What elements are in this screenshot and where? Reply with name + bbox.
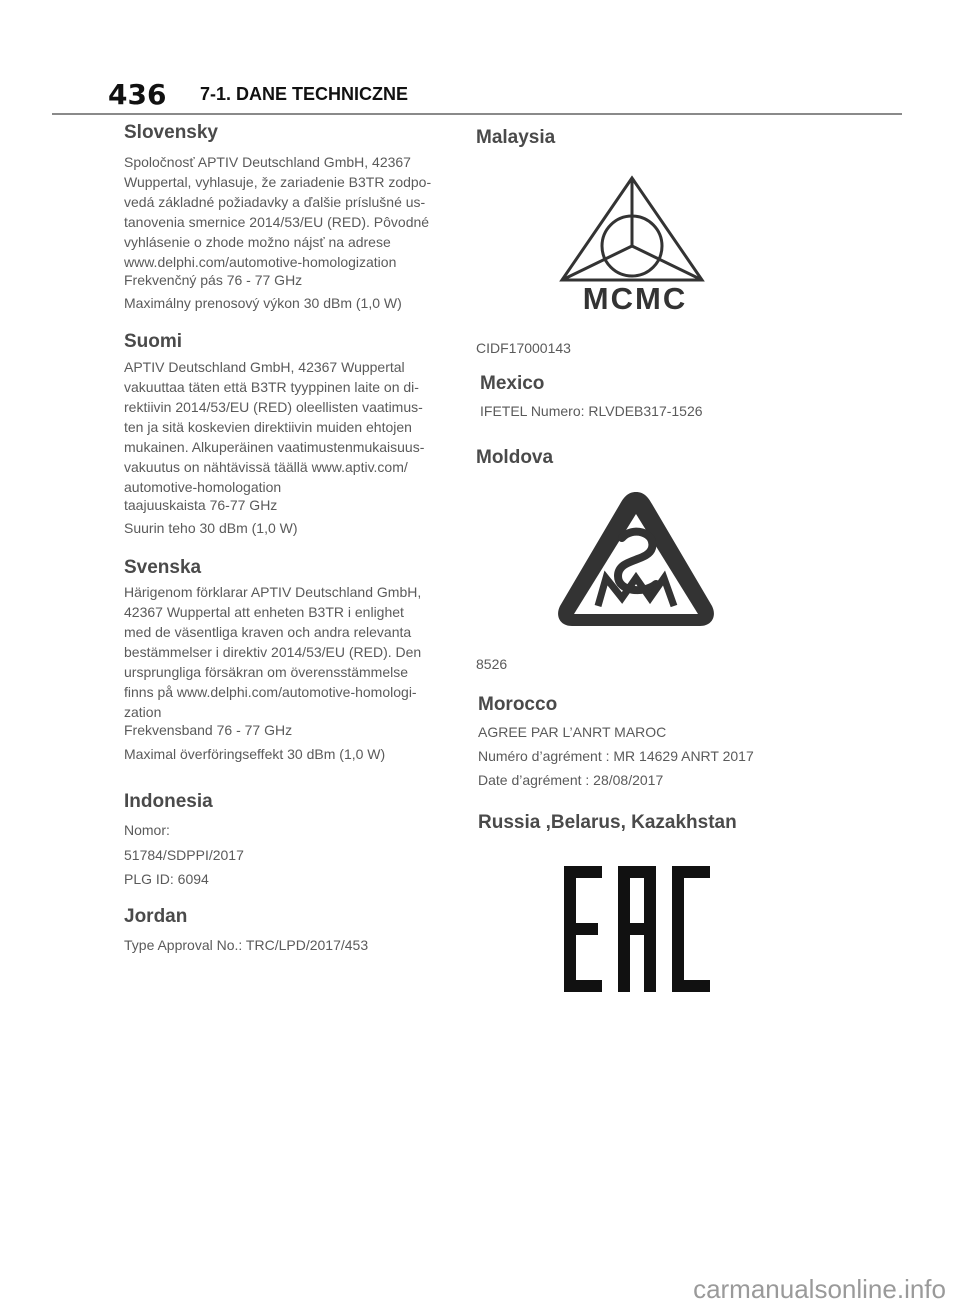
- certification-code: 8526: [476, 656, 508, 672]
- section-heading: Slovensky: [124, 122, 218, 143]
- paragraph-line: bestämmelser i direktiv 2014/53/EU (RED). Den: [124, 644, 422, 660]
- indonesia-line: Nomor:: [124, 822, 170, 838]
- paragraph-line: APTIV Deutschland GmbH, 42367 Wuppertal: [124, 359, 405, 375]
- paragraph-line: ten ja sitä koskevien direktiivin muiden ehtojen: [124, 419, 412, 435]
- morocco-line: AGREE PAR L’ANRT MAROC: [478, 724, 667, 740]
- paragraph-line: automotive-homologation: [124, 479, 282, 495]
- paragraph-line: vedá základné požiadavky a ďalšie príslušné us-: [124, 194, 426, 210]
- section-heading: Indonesia: [124, 791, 213, 812]
- paragraph-line: zation: [124, 704, 162, 720]
- site-watermark: carmanualsonline.info: [693, 1274, 946, 1304]
- max-power: Maximal överföringseffekt 30 dBm (1,0 W): [124, 746, 386, 762]
- declaration-paragraph: [124, 152, 454, 272]
- page-number: 436: [108, 78, 167, 111]
- paragraph-line: www.delphi.com/automotive-homologization: [124, 254, 397, 270]
- declaration-paragraph: [124, 582, 454, 722]
- frequency-band: taajuuskaista 76-77 GHz: [124, 497, 278, 513]
- paragraph-line: Wuppertal, vyhlasuje, že zariadenie B3TR zodpo-: [124, 174, 432, 190]
- section-heading: Suomi: [124, 331, 183, 352]
- frequency-band: Frekvensband 76 - 77 GHz: [124, 722, 293, 738]
- paragraph-line: vakuuttaa täten että B3TR tyyppinen laite on di-: [124, 379, 419, 395]
- section-heading: Russia ,Belarus, Kazakhstan: [478, 812, 737, 833]
- indonesia-line: 51784/SDPPI/2017: [124, 847, 244, 863]
- morocco-line: Date d’agrément : 28/08/2017: [478, 772, 664, 788]
- section-heading: Mexico: [480, 373, 545, 394]
- ifetel-number: IFETEL Numero: RLVDEB317-1526: [480, 403, 703, 419]
- paragraph-line: rektiivin 2014/53/EU (RED) oleellisten vaatimus-: [124, 399, 423, 415]
- paragraph-line: vyhlásenie o zhode možno nájsť na adrese: [124, 234, 391, 250]
- paragraph-line: med de väsentliga kraven och andra relevanta: [124, 624, 412, 640]
- section-heading: Malaysia: [476, 127, 556, 148]
- max-power: Maximálny prenosový výkon 30 dBm (1,0 W): [124, 295, 402, 311]
- certification-code: CIDF17000143: [476, 340, 571, 356]
- morocco-line: Numéro d’agrément : MR 14629 ANRT 2017: [478, 748, 754, 764]
- paragraph-line: vakuutus on nähtävissä täällä www.aptiv.com/: [124, 459, 408, 475]
- max-power: Suurin teho 30 dBm (1,0 W): [124, 520, 298, 536]
- header-divider: [52, 113, 902, 115]
- frequency-band: Frekvenčný pás 76 - 77 GHz: [124, 272, 303, 288]
- mcmc-logo-icon: [550, 168, 720, 316]
- section-heading: Jordan: [124, 906, 188, 927]
- paragraph-line: Härigenom förklarar APTIV Deutschland GmbH,: [124, 584, 422, 600]
- chapter-title: 7-1. DANE TECHNICZNE: [200, 84, 409, 104]
- eac-mark-icon: [560, 862, 714, 996]
- mcmc-logo-text: MCMC: [582, 281, 688, 316]
- section-heading: Svenska: [124, 557, 202, 578]
- paragraph-line: ursprungliga försäkran om överensstämmelse: [124, 664, 409, 680]
- declaration-paragraph: [124, 357, 454, 497]
- paragraph-line: mukainen. Alkuperäinen vaatimustenmukaisuus-: [124, 439, 425, 455]
- paragraph-line: 42367 Wuppertal att enheten B3TR i enlighet: [124, 604, 404, 620]
- paragraph-line: tanovenia smernice 2014/53/EU (RED). Pôvodné: [124, 214, 430, 230]
- paragraph-line: Spoločnosť APTIV Deutschland GmbH, 42367: [124, 154, 411, 170]
- moldova-sm-conformity-icon: [552, 488, 720, 632]
- paragraph-line: finns på www.delphi.com/automotive-homologi-: [124, 684, 417, 700]
- type-approval-number: Type Approval No.: TRC/LPD/2017/453: [124, 937, 369, 953]
- section-heading: Morocco: [478, 694, 558, 715]
- section-heading: Moldova: [476, 447, 554, 468]
- indonesia-line: PLG ID: 6094: [124, 871, 209, 887]
